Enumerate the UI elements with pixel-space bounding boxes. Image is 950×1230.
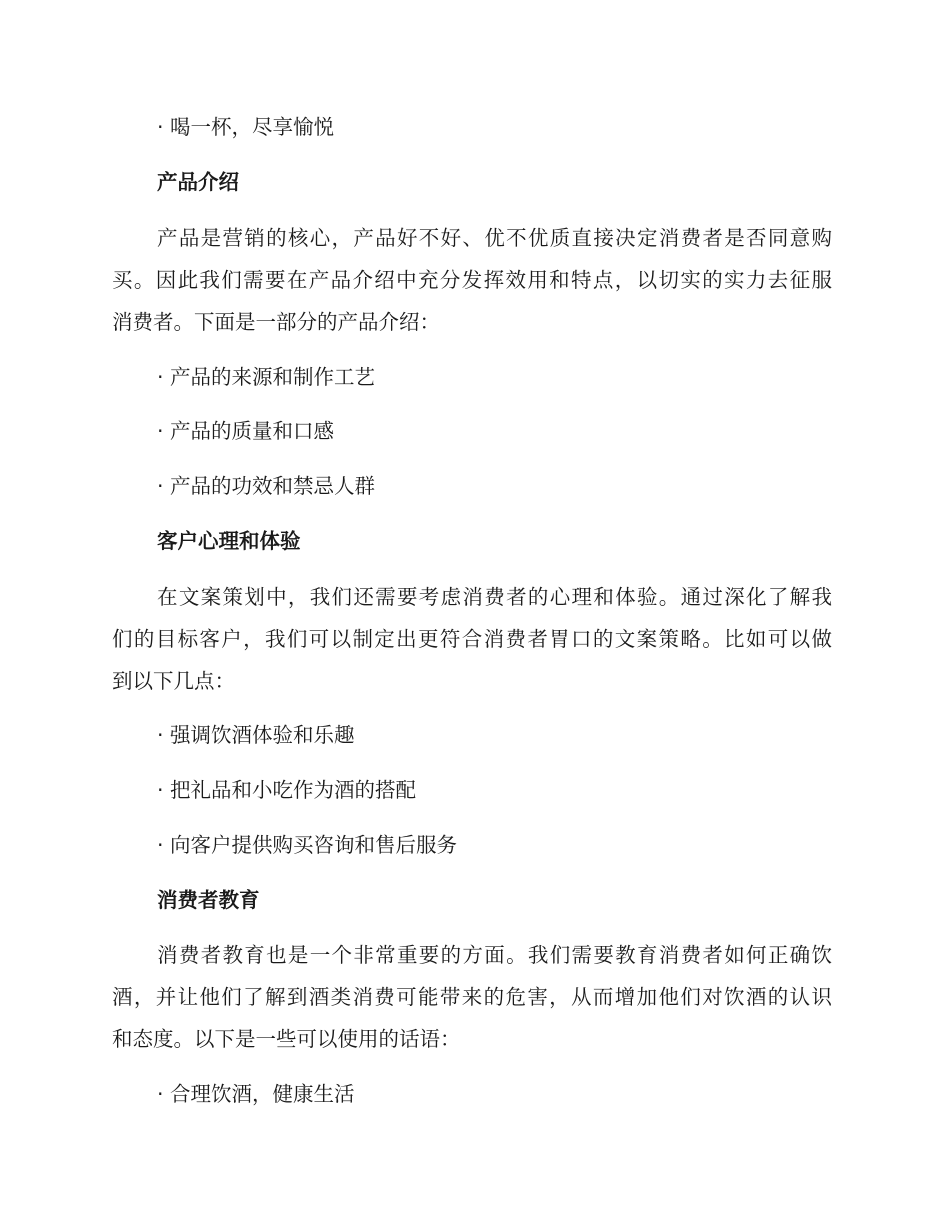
paragraph-line: 消费者。下面是一部分的产品介绍： <box>112 310 440 334</box>
bullet-item: · 把礼品和小吃作为酒的搭配 <box>157 778 417 802</box>
bullet-item: · 产品的功效和禁忌人群 <box>157 474 376 498</box>
bullet-item: · 强调饮酒体验和乐趣 <box>157 723 355 747</box>
paragraph-line: 买。因此我们需要在产品介绍中充分发挥效用和特点，以切实的实力去征服 <box>112 268 832 292</box>
paragraph-line: 酒，并让他们了解到酒类消费可能带来的危害，从而增加他们对饮酒的认识 <box>112 985 832 1009</box>
bullet-item: · 向客户提供购买咨询和售后服务 <box>157 833 458 857</box>
bullet-item: · 产品的质量和口感 <box>157 419 335 443</box>
section-heading-product: 产品介绍 <box>157 170 239 194</box>
paragraph-line: 到以下几点： <box>112 669 235 693</box>
bullet-item: · 产品的来源和制作工艺 <box>157 365 376 389</box>
bullet-item: · 喝一杯，尽享愉悦 <box>157 115 335 139</box>
paragraph-line: 消费者教育也是一个非常重要的方面。我们需要教育消费者如何正确饮 <box>157 943 832 967</box>
section-heading-education: 消费者教育 <box>157 888 260 912</box>
section-heading-customer: 客户心理和体验 <box>157 529 301 553</box>
bullet-item: · 合理饮酒，健康生活 <box>157 1082 355 1106</box>
paragraph-line: 和态度。以下是一些可以使用的话语： <box>112 1027 461 1051</box>
paragraph-line: 产品是营销的核心，产品好不好、优不优质直接决定消费者是否同意购 <box>157 226 832 250</box>
paragraph-line: 在文案策划中，我们还需要考虑消费者的心理和体验。通过深化了解我 <box>157 585 832 609</box>
paragraph-line: 们的目标客户，我们可以制定出更符合消费者胃口的文案策略。比如可以做 <box>112 627 832 651</box>
